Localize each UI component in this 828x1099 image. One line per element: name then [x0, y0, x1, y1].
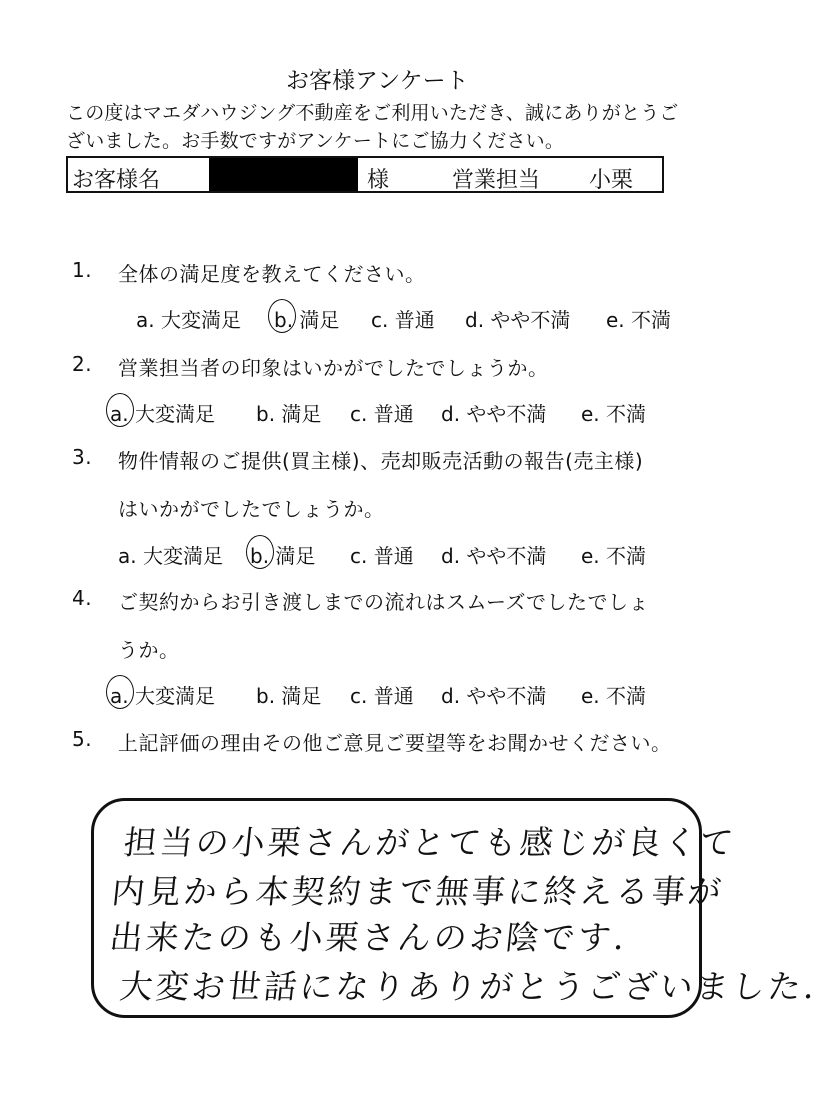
q2-selection-circle — [106, 393, 134, 427]
question-4-text-line-1: ご契約からお引き渡しまでの流れはスムーズでしたでしょ — [118, 590, 649, 614]
q2-option-c: c. 普通 — [350, 402, 414, 426]
q3-selection-circle — [246, 535, 274, 569]
q4-selection-circle — [106, 675, 134, 709]
q2-option-a: a. 大変満足 — [110, 402, 215, 426]
q4-option-d: d. やや不満 — [441, 684, 547, 708]
q4-option-e: e. 不満 — [581, 684, 647, 708]
intro-line-2: ざいました。お手数ですがアンケートにご協力ください。 — [66, 130, 565, 152]
q3-option-c: c. 普通 — [350, 544, 414, 568]
comment-line-4: 大変お世話になりありがとうございました. — [117, 967, 820, 1006]
question-3-number: 3. — [72, 445, 93, 469]
redacted-customer-name — [209, 158, 358, 191]
q1-option-a: a. 大変満足 — [136, 308, 241, 332]
question-1-text: 全体の満足度を教えてください。 — [118, 262, 426, 286]
q4-option-b: b. 満足 — [256, 684, 322, 708]
customer-info-box — [66, 156, 664, 193]
q1-selection-circle — [268, 299, 296, 333]
honorific-label: 様 — [367, 168, 390, 193]
comment-line-2: 内見から本契約まで無事に終える事が — [109, 872, 726, 911]
question-4-text-line-2: うか。 — [118, 638, 180, 662]
survey-title: お客様アンケート — [286, 68, 469, 94]
question-5-text: 上記評価の理由その他ご意見ご要望等をお聞かせください。 — [118, 731, 672, 755]
q4-option-c: c. 普通 — [350, 684, 414, 708]
comment-line-1: 担当の小栗さんがとても感じが良くて — [121, 823, 738, 862]
q1-option-d: d. やや不満 — [465, 308, 571, 332]
q2-option-b: b. 満足 — [256, 402, 322, 426]
q2-option-e: e. 不満 — [581, 402, 647, 426]
question-5-number: 5. — [72, 727, 93, 751]
q1-option-e: e. 不満 — [606, 308, 672, 332]
question-4-number: 4. — [72, 586, 93, 610]
q3-option-d: d. やや不満 — [441, 544, 547, 568]
q3-option-e: e. 不満 — [581, 544, 647, 568]
question-2-text: 営業担当者の印象はいかがでしたでしょうか。 — [118, 356, 549, 380]
comment-line-3: 出来たのも小栗さんのお陰です. — [107, 918, 630, 957]
question-1-number: 1. — [72, 258, 93, 282]
customer-name-label: お客様名 — [72, 168, 161, 193]
q3-option-a: a. 大変満足 — [118, 544, 223, 568]
q1-option-b: b. 満足 — [274, 308, 340, 332]
q2-option-d: d. やや不満 — [441, 402, 547, 426]
q3-option-b: b. 満足 — [250, 544, 316, 568]
sales-rep-name: 小栗 — [589, 168, 634, 193]
question-3-text-line-1: 物件情報のご提供(買主様)、売却販売活動の報告(売主様) — [118, 449, 644, 473]
q4-option-a: a. 大変満足 — [110, 684, 215, 708]
q1-option-c: c. 普通 — [371, 308, 435, 332]
question-2-number: 2. — [72, 352, 93, 376]
intro-line-1: この度はマエダハウジング不動産をご利用いただき、誠にありがとうご — [66, 102, 679, 124]
sales-rep-label: 営業担当 — [452, 168, 541, 193]
question-3-text-line-2: はいかがでしたでしょうか。 — [118, 497, 385, 521]
